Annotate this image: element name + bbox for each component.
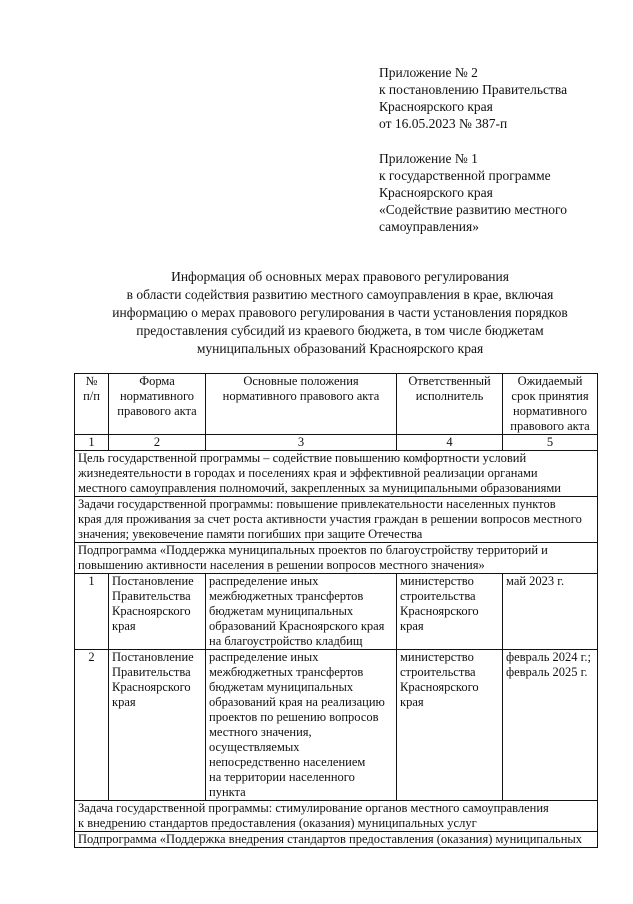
task-2-row: [75, 801, 598, 832]
appendix-1-line: «Содействие развитию местного: [379, 202, 568, 217]
row-number: 2: [75, 650, 109, 801]
appendix-1-line: к государственной программе: [379, 168, 551, 183]
program-tasks: Задачи государственной программы: повышение привлекательности населенных пунктов края для проживания за счет роста активности участия граждан в решении вопросов местного значения; увековечение памяти погибших при защите Отечества: [75, 497, 598, 543]
subprogram-2-row: [75, 832, 598, 848]
appendix-1-line: Красноярского края: [379, 185, 493, 200]
appendix-2-block: [379, 64, 567, 132]
header-row: [75, 374, 598, 435]
title-line: информацию о мерах правового регулирования в части установления порядков: [112, 305, 568, 320]
row-executor: министерство строительства Красноярского края: [397, 574, 503, 650]
program-task-2: Задача государственной программы: стимулирование органов местного самоуправления к внедрению стандартов предоставления (оказания) муниципальных услуг: [75, 801, 598, 832]
header-executor: Ответственный исполнитель: [397, 374, 503, 435]
measures-table: [74, 373, 598, 848]
subprogram-1: Подпрограмма «Поддержка муниципальных проектов по благоустройству территорий и повышению активности населения в решении вопросов местного значения»: [75, 543, 598, 574]
appendix-2-line: к постановлению Правительства: [379, 82, 568, 97]
appendix-1-block: [379, 150, 567, 235]
document-title: [70, 268, 610, 358]
appendix-2-line: Приложение № 2: [379, 65, 478, 80]
row-deadline: февраль 2024 г.; февраль 2025 г.: [503, 650, 598, 801]
title-line: Информация об основных мерах правового регулирования: [171, 269, 509, 284]
col-number: 1: [75, 435, 109, 451]
column-number-row: [75, 435, 598, 451]
row-number: 1: [75, 574, 109, 650]
tasks-row: [75, 497, 598, 543]
header-num: № п/п: [75, 374, 109, 435]
appendix-1-line: самоуправления»: [379, 219, 479, 234]
title-line: муниципальных образований Красноярского края: [196, 341, 484, 356]
subprogram-2: Подпрограмма «Поддержка внедрения стандартов предоставления (оказания) муниципальных: [75, 832, 598, 848]
title-line: в области содействия развитию местного самоуправления в крае, включая: [126, 287, 554, 302]
row-provisions: распределение иных межбюджетных трансфертов бюджетам муниципальных образований края на реализацию проектов по решению вопросов местного значения, осуществляемых непосредственно населением на территории населенного пункта: [206, 650, 397, 801]
title-line: предоставления субсидий из краевого бюджета, в том числе бюджетам: [136, 323, 544, 338]
subprogram-row: [75, 543, 598, 574]
col-number: 5: [503, 435, 598, 451]
col-number: 2: [109, 435, 206, 451]
appendix-2-line: от 16.05.2023 № 387-п: [379, 116, 508, 131]
row-executor: министерство строительства Красноярского края: [397, 650, 503, 801]
header-deadline: Ожидаемый срок принятия нормативного правового акта: [503, 374, 598, 435]
goal-row: [75, 451, 598, 497]
header-form: Форма нормативного правового акта: [109, 374, 206, 435]
table-row: [75, 650, 598, 801]
row-deadline: май 2023 г.: [503, 574, 598, 650]
appendix-1-line: Приложение № 1: [379, 151, 478, 166]
appendix-2-line: Красноярского края: [379, 99, 493, 114]
row-provisions: распределение иных межбюджетных трансфертов бюджетам муниципальных образований Красноярского края на благоустройство кладбищ: [206, 574, 397, 650]
row-form: Постановление Правительства Красноярского края: [109, 574, 206, 650]
header-provisions: Основные положения нормативного правового акта: [206, 374, 397, 435]
row-form: Постановление Правительства Красноярского края: [109, 650, 206, 801]
table-row: [75, 574, 598, 650]
col-number: 4: [397, 435, 503, 451]
col-number: 3: [206, 435, 397, 451]
program-goal: Цель государственной программы – содействие повышению комфортности условий жизнедеятельности в городах и поселениях края и эффективной реализации органами местного самоуправления полномочий, закрепленных за муниципальными образованиями: [75, 451, 598, 497]
